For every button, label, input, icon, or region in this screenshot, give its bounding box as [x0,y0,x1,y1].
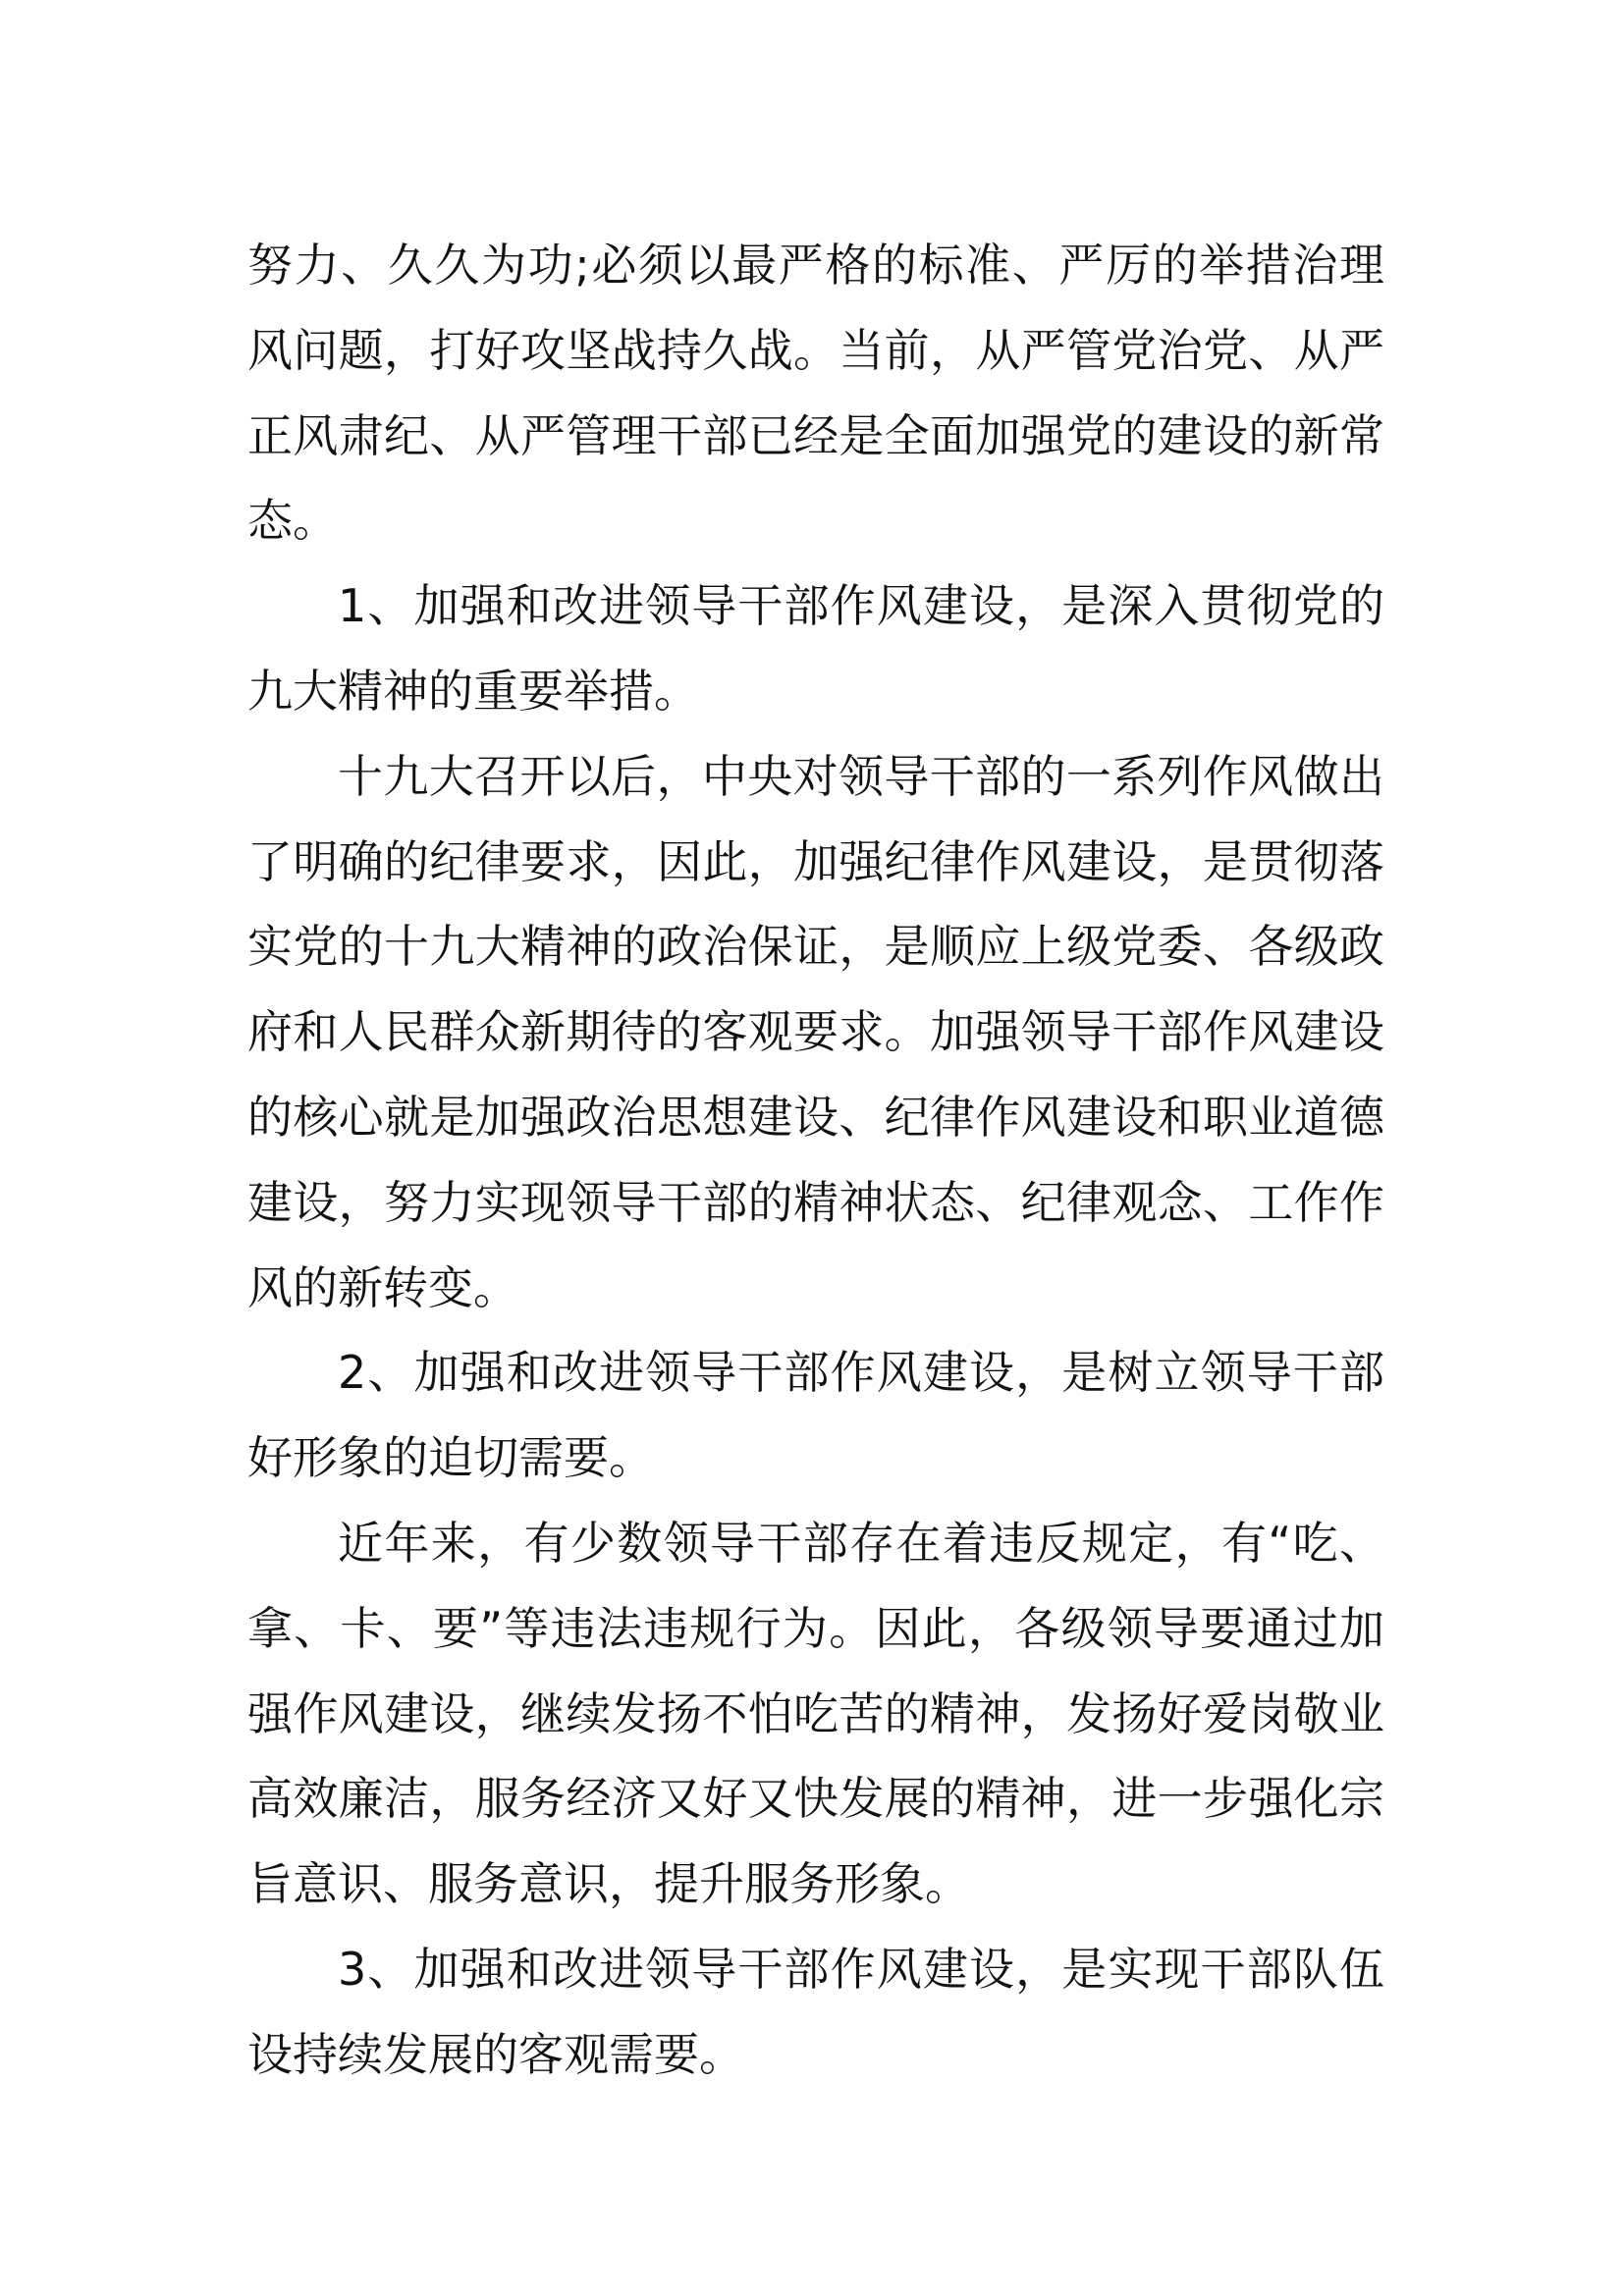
text-line: 3、加强和改进领导干部作风建设，是实现干部队伍 [338,1942,1384,1996]
text-line: 2、加强和改进领导干部作风建设，是树立领导干部 [338,1346,1384,1400]
text-line: 十九大召开以后，中央对领导干部的一系列作风做出 [338,749,1384,803]
text-line: 强作风建设，继续发扬不怕吃苦的精神，发扬好爱岗敬业 [247,1686,1384,1740]
text-line: 近年来，有少数领导干部存在着违反规定，有“吃、 [338,1516,1384,1570]
text-line: 拿、卡、要”等违法违规行为。因此，各级领导要通过加 [247,1601,1384,1655]
text-line: 的核心就是加强政治思想建设、纪律作风建设和职业道德 [247,1090,1384,1144]
text-line: 府和人民群众新期待的客观要求。加强领导干部作风建设 [247,1005,1384,1059]
text-line: 设持续发展的客观需要。 [247,2027,744,2081]
text-line: 正风肃纪、从严管理干部已经是全面加强党的建设的新常 [247,408,1384,462]
text-line: 九大精神的重要举措。 [247,664,699,718]
text-line: 1、加强和改进领导干部作风建设，是深入贯彻党的 [338,579,1384,633]
section-heading-1 [247,563,1384,734]
text-line: 建设，努力实现领导干部的精神状态、纪律观念、工作作 [247,1175,1384,1229]
paragraph [247,223,1384,563]
paragraph [247,1501,1384,1927]
text-line: 努力、久久为功;必须以最严格的标准、严厉的举措治理 [247,239,1384,292]
text-line: 高效廉洁，服务经济又好又快发展的精神，进一步强化宗 [247,1772,1384,1826]
text-line: 好形象的迫切需要。 [247,1431,654,1485]
document-page [247,223,1384,2098]
text-line: 实党的十九大精神的政治保证，是顺应上级党委、各级政 [247,920,1384,974]
paragraph [247,734,1384,1331]
text-line: 风问题，打好攻坚战持久战。当前，从严管党治党、从严 [247,323,1384,377]
text-line: 态。 [247,494,338,548]
text-line: 旨意识、服务意识，提升服务形象。 [247,1857,970,1911]
text-line: 了明确的纪律要求，因此，加强纪律作风建设，是贯彻落 [247,834,1384,888]
section-heading-2 [247,1330,1384,1501]
section-heading-3 [247,1927,1384,2098]
text-line: 风的新转变。 [247,1260,518,1314]
